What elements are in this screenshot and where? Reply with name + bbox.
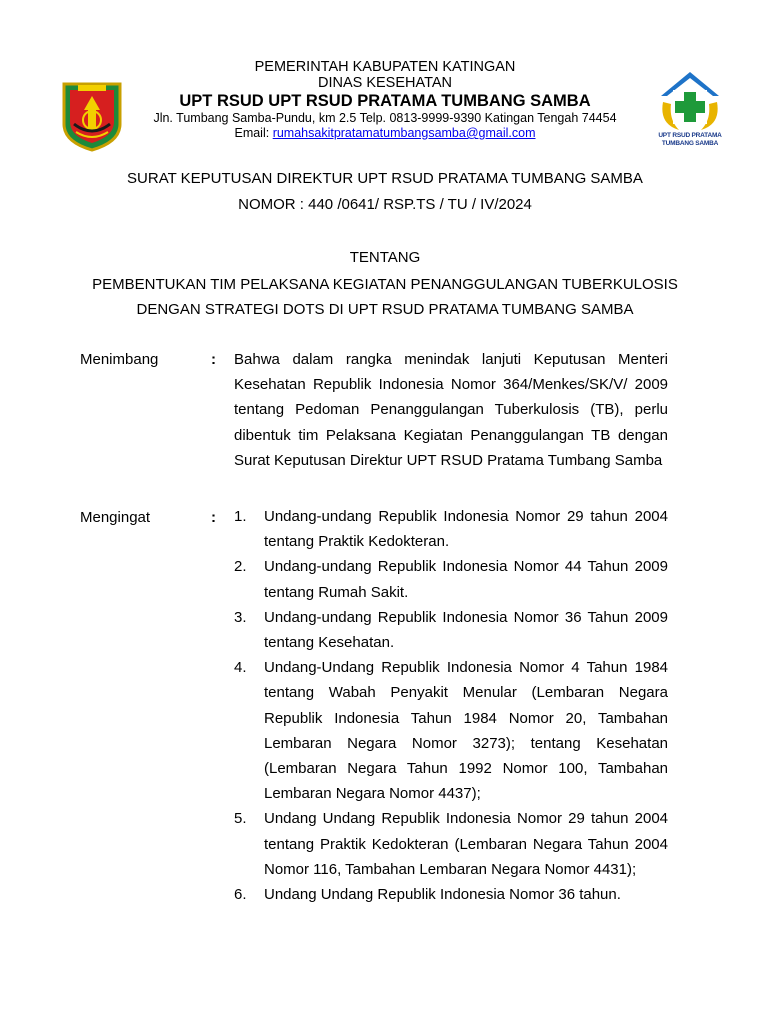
decree-number: NOMOR : 440 /0641/ RSP.TS / TU / IV/2024	[238, 196, 532, 213]
list-item: 6. Undang Undang Republik Indonesia Nomor 36 tahun.	[234, 886, 621, 904]
decree-subject-line-2: DENGAN STRATEGI DOTS DI UPT RSUD PRATAMA TUMBANG SAMBA	[136, 301, 634, 318]
hospital-logo-caption: UPT RSUD PRATAMA TUMBANG SAMBA	[658, 132, 722, 147]
list-item: 1. Undang-undang Republik Indonesia Nomor 29 tahun 2004 tentang Praktik Kedokteran.	[234, 508, 668, 551]
letterhead-hospital-name: UPT RSUD UPT RSUD PRATAMA TUMBANG SAMBA	[179, 92, 591, 110]
list-item: 4. Undang-Undang Republik Indonesia Nomor 4 Tahun 1984 tentang Wabah Penyakit Menular (Lembaran Negara Republik Indonesia Tahun 1984 Nomor 20, Tambahan Lembaran Negara Nomor 3273); tentang Kesehatan (Lembaran Negara Tahun 1992 Nomor 100, Tambahan Lembaran Negara Nomor 4437);	[234, 659, 668, 803]
mengingat-label: Mengingat	[80, 509, 151, 526]
mengingat-list	[234, 504, 668, 907]
decree-tentang: TENTANG	[349, 249, 421, 266]
letterhead-address: Jln. Tumbang Samba-Pundu, km 2.5 Telp. 0813-9999-9390 Katingan Tengah 74454	[153, 111, 617, 125]
letterhead	[130, 59, 640, 140]
letterhead-department: DINAS KESEHATAN	[317, 75, 453, 91]
katingan-emblem-icon	[60, 80, 124, 152]
letterhead-government: PEMERINTAH KABUPATEN KATINGAN	[254, 59, 516, 75]
menimbang-label: Menimbang	[80, 351, 159, 368]
list-item: 2. Undang-undang Republik Indonesia Nomor 44 Tahun 2009 tentang Rumah Sakit.	[234, 558, 668, 601]
letterhead-email-line: Email: rumahsakitpratamatumbangsamba@gmail.com	[234, 126, 536, 140]
menimbang-text: Bahwa dalam rangka menindak lanjuti Keputusan Menteri Kesehatan Republik Indonesia Nomor 364/Menkes/SK/V/ 2009 tentang Pedoman Penanggulangan Tuberkulosis (TB), perlu dibentuk tim Pelaksana Kegiatan Penanggulangan TB dengan Surat Keputusan Direktur UPT RSUD Pratama Tumbang Samba	[234, 351, 668, 469]
list-item: 3. Undang-undang Republik Indonesia Nomor 36 Tahun 2009 tentang Kesehatan.	[234, 608, 668, 652]
email-link[interactable]: rumahsakitpratamatumbangsamba@gmail.com	[272, 126, 536, 140]
mengingat-colon: :	[211, 509, 216, 526]
decree-subject-line-1: PEMBENTUKAN TIM PELAKSANA KEGIATAN PENANGGULANGAN TUBERKULOSIS	[92, 276, 678, 293]
decree-title: SURAT KEPUTUSAN DIREKTUR UPT RSUD PRATAMA TUMBANG SAMBA	[127, 170, 643, 187]
list-item: 5. Undang Undang Republik Indonesia Nomor 29 tahun 2004 tentang Praktik Kedokteran (Lembaran Negara Tahun 2004 Nomor 116, Tambahan Lembaran Negara Nomor 4431);	[234, 810, 668, 878]
menimbang-colon: :	[211, 351, 216, 368]
